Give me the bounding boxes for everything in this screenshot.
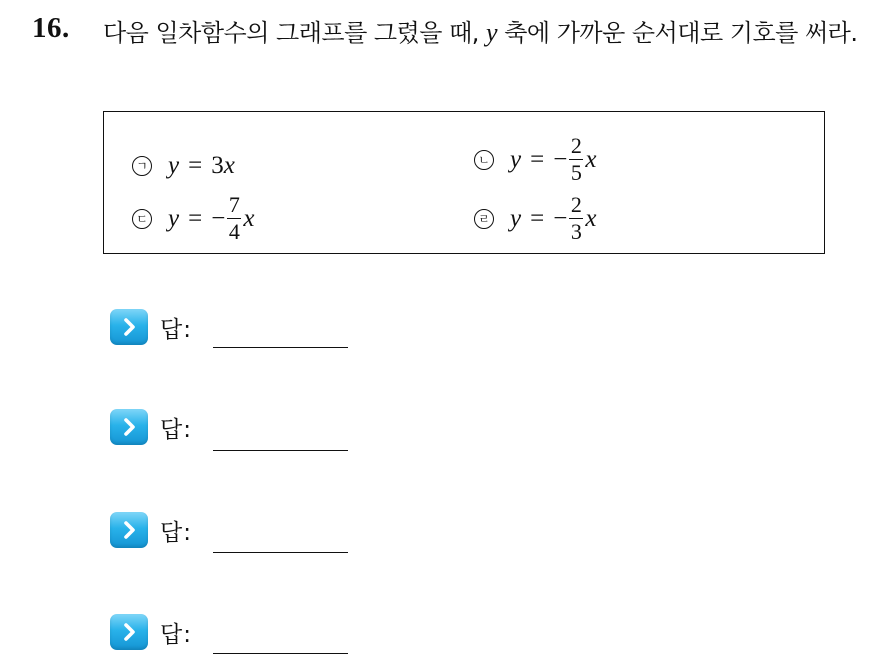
question-variable: y xyxy=(486,18,498,47)
answer-label: 답: xyxy=(160,417,192,443)
choice-equation xyxy=(168,194,254,243)
answer-label: 답: xyxy=(160,622,192,648)
answer-label: 답: xyxy=(160,317,192,343)
choice-equation xyxy=(510,135,596,184)
fraction-numerator: 7 xyxy=(228,192,240,217)
eq-variable: x xyxy=(585,145,597,173)
eq-lhs: y xyxy=(510,145,522,173)
question-text xyxy=(103,13,873,53)
question-text-part-1: 다음 일차함수의 그래프를 그렸을 때, xyxy=(103,19,487,47)
eq-variable: x xyxy=(223,152,235,179)
fraction-numerator: 2 xyxy=(570,192,582,217)
answer-blank[interactable] xyxy=(213,450,348,451)
eq-fraction xyxy=(227,194,241,243)
eq-lhs: y xyxy=(168,152,180,179)
answer-row xyxy=(110,409,192,445)
eq-coefficient: 3 xyxy=(211,152,224,179)
choice-digeut xyxy=(132,194,254,243)
eq-lhs: y xyxy=(510,204,522,232)
chevron-right-icon xyxy=(110,512,148,548)
answer-row xyxy=(110,309,192,345)
choice-marker: ㄴ xyxy=(474,150,494,170)
choice-marker: ㄱ xyxy=(132,156,152,176)
eq-fraction xyxy=(569,194,583,243)
fraction-denominator: 5 xyxy=(570,160,582,186)
eq-variable: x xyxy=(585,204,597,232)
answer-label: 답: xyxy=(160,520,192,546)
answer-blank[interactable] xyxy=(213,347,348,348)
choice-rieul xyxy=(474,194,596,243)
choice-marker: ㄹ xyxy=(474,209,494,229)
choices-box xyxy=(103,111,825,254)
choice-marker: ㄷ xyxy=(132,209,152,229)
choice-equation xyxy=(168,152,235,180)
eq-lhs: y xyxy=(168,204,180,232)
eq-variable: x xyxy=(243,204,255,232)
choice-equation xyxy=(510,194,596,243)
eq-operator: = xyxy=(530,145,545,173)
eq-fraction xyxy=(569,135,583,184)
answer-row xyxy=(110,512,192,548)
chevron-right-icon xyxy=(110,409,148,445)
answer-blank[interactable] xyxy=(213,653,348,654)
answer-row xyxy=(110,614,192,650)
question-number: 16. xyxy=(32,12,70,44)
question-text-part-2: 축에 가까운 순서대로 기호를 써라. xyxy=(497,19,858,47)
eq-operator: = xyxy=(188,204,203,232)
fraction-denominator: 3 xyxy=(570,219,582,245)
fraction-numerator: 2 xyxy=(570,133,582,158)
chevron-right-icon xyxy=(110,309,148,345)
eq-sign: − xyxy=(553,145,568,173)
choice-giyeok xyxy=(132,152,235,180)
eq-sign: − xyxy=(553,204,568,232)
eq-operator: = xyxy=(530,204,545,232)
chevron-right-icon xyxy=(110,614,148,650)
fraction-denominator: 4 xyxy=(228,219,240,245)
answer-blank[interactable] xyxy=(213,552,348,553)
eq-operator: = xyxy=(188,152,203,179)
choice-nieun xyxy=(474,135,596,184)
eq-sign: − xyxy=(211,204,226,232)
